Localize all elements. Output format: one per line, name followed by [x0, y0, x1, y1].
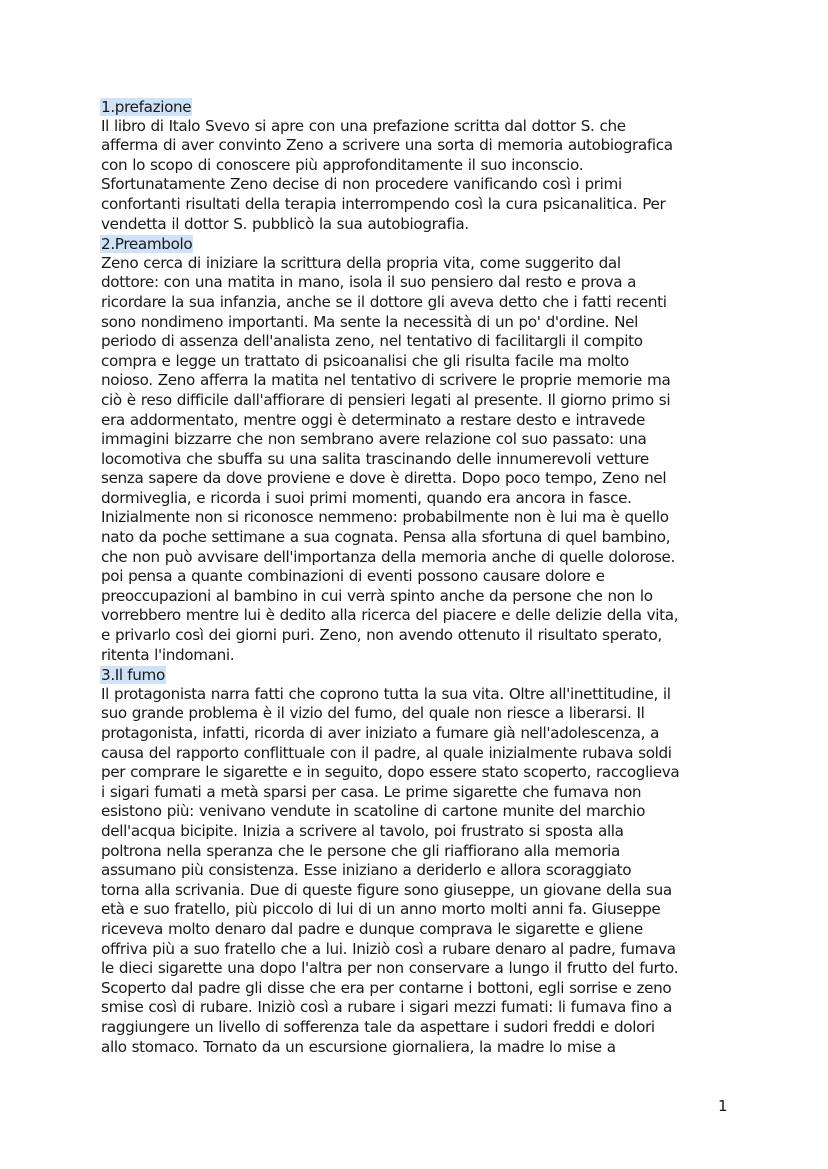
text-line: periodo di assenza dell'analista zeno, nel tentativo di facilitargli il compito: [101, 332, 643, 351]
text-line: confortanti risultati della terapia interrompendo così la cura psicanalitica. Per: [101, 194, 666, 213]
text-line: smise così di rubare. Iniziò così a rubare i sigari mezzi fumati: li fumava fino a: [101, 998, 672, 1017]
text-line: suo grande problema è il vizio del fumo, del quale non riesce a liberarsi. Il: [101, 704, 645, 723]
text-line: nato da poche settimane a sua cognata. Pensa alla sfortuna di quel bambino,: [101, 528, 671, 547]
text-line: vorrebbero mentre lui è dedito alla ricerca del piacere e delle delizie della vita,: [101, 606, 679, 625]
text-line: offriva più a suo fratello che a lui. Iniziò così a rubare denaro al padre, fumava: [101, 939, 676, 958]
text-line: Sfortunatamente Zeno decise di non procedere vanificando così i primi: [101, 175, 622, 194]
text-line: noioso. Zeno afferra la matita nel tentativo di scrivere le proprie memorie ma: [101, 371, 671, 390]
page-number: 1: [718, 1097, 728, 1115]
section-heading-preambolo: 2.Preambolo: [101, 235, 193, 254]
text-line: poi pensa a quante combinazioni di eventi possono causare dolore e: [101, 567, 605, 586]
section-heading-prefazione: 1.prefazione: [101, 98, 192, 116]
text-line: ricordare la sua infanzia, anche se il dottore gli aveva detto che i fatti recenti: [101, 292, 667, 311]
text-line: poltrona nella speranza che le persone che gli riaffiorano alla memoria: [101, 841, 620, 860]
text-line: i sigari fumati a metà sparsi per casa. Le prime sigarette che fumava non: [101, 782, 642, 801]
text-line: vendetta il dottor S. pubblicò la sua autobiografia.: [101, 214, 469, 233]
paragraph-preambolo: [101, 254, 741, 665]
text-line: raggiungere un livello di sofferenza tale da aspettare i sudori freddi e dolori: [101, 1017, 655, 1036]
text-line: con lo scopo di conoscere più approfonditamente il suo inconscio.: [101, 155, 584, 174]
text-line: Il protagonista narra fatti che coprono tutta la sua vita. Oltre all'inettitudine, il: [101, 684, 671, 703]
text-line: immagini bizzarre che non sembrano avere relazione col suo passato: una: [101, 430, 647, 449]
text-line: dell'acqua bicipite. Inizia a scrivere al tavolo, poi frustrato si sposta alla: [101, 821, 624, 840]
paragraph-prefazione: [101, 117, 741, 235]
text-line: per comprare le sigarette e in seguito, dopo essere stato scoperto, raccoglieva: [101, 763, 680, 782]
text-line: che non può avvisare dell'importanza della memoria anche di quelle dolorose.: [101, 547, 675, 566]
paragraph-il-fumo: [101, 685, 741, 1057]
text-line: dottore: con una matita in mano, isola il suo pensiero dal resto e prova a: [101, 273, 637, 292]
text-line: afferma di aver convinto Zeno a scrivere una sorta di memoria autobiografica: [101, 136, 673, 155]
text-line: esistono più: venivano vendute in scatoline di cartone munite del marchio: [101, 802, 646, 821]
document-body: [101, 97, 741, 1057]
text-line: protagonista, infatti, ricorda di aver iniziato a fumare già nell'adolescenza, a: [101, 724, 660, 742]
text-line: Il libro di Italo Svevo si apre con una prefazione scritta dal dottor S. che: [101, 116, 626, 135]
text-line: Scoperto dal padre gli disse che era per contarne i bottoni, egli sorrise e zeno: [101, 978, 672, 997]
text-line: ciò è reso difficile dall'affiorare di pensieri legati al presente. Il giorno primo si: [101, 390, 671, 409]
text-line: età e suo fratello, più piccolo di lui di un anno morto molti anni fa. Giuseppe: [101, 900, 661, 919]
text-line: ritenta l'indomani.: [101, 645, 235, 664]
text-line: riceveva molto denaro dal padre e dunque comprava le sigarette e gliene: [101, 919, 643, 938]
text-line: Zeno cerca di iniziare la scrittura della propria vita, come suggerito dal: [101, 253, 621, 272]
text-line: era addormentato, mentre oggi è determinato a restare desto e intravede: [101, 410, 645, 429]
text-line: locomotiva che sbuffa su una salita trascinando delle innumerevoli vetture: [101, 449, 649, 468]
text-line: dormiveglia, e ricorda i suoi primi momenti, quando era ancora in fasce.: [101, 488, 632, 507]
text-line: Inizialmente non si riconosce nemmeno: probabilmente non è lui ma è quello: [101, 508, 669, 527]
section-heading-il-fumo: 3.Il fumo: [101, 666, 165, 685]
text-line: torna alla scrivania. Due di queste figure sono giuseppe, un giovane della sua: [101, 880, 672, 899]
text-line: le dieci sigarette una dopo l'altra per non conservare a lungo il frutto del furto.: [101, 959, 679, 978]
text-line: compra e legge un trattato di psicoanalisi che gli risulta facile ma molto: [101, 351, 629, 370]
text-line: allo stomaco. Tornato da un escursione giornaliera, la madre lo mise a: [101, 1037, 616, 1056]
text-line: preoccupazioni al bambino in cui verrà spinto anche da persone che non lo: [101, 586, 653, 605]
text-line: causa del rapporto conflittuale con il padre, al quale inizialmente rubava soldi: [101, 743, 672, 762]
text-line: assumano più consistenza. Esse iniziano a deriderlo e allora scoraggiato: [101, 861, 632, 880]
text-line: sono nondimeno importanti. Ma sente la necessità di un po' d'ordine. Nel: [101, 312, 639, 331]
text-line: e privarlo così dei giorni puri. Zeno, non avendo ottenuto il risultato sperato,: [101, 626, 662, 645]
text-line: senza sapere da dove proviene e dove è diretta. Dopo poco tempo, Zeno nel: [101, 469, 667, 488]
